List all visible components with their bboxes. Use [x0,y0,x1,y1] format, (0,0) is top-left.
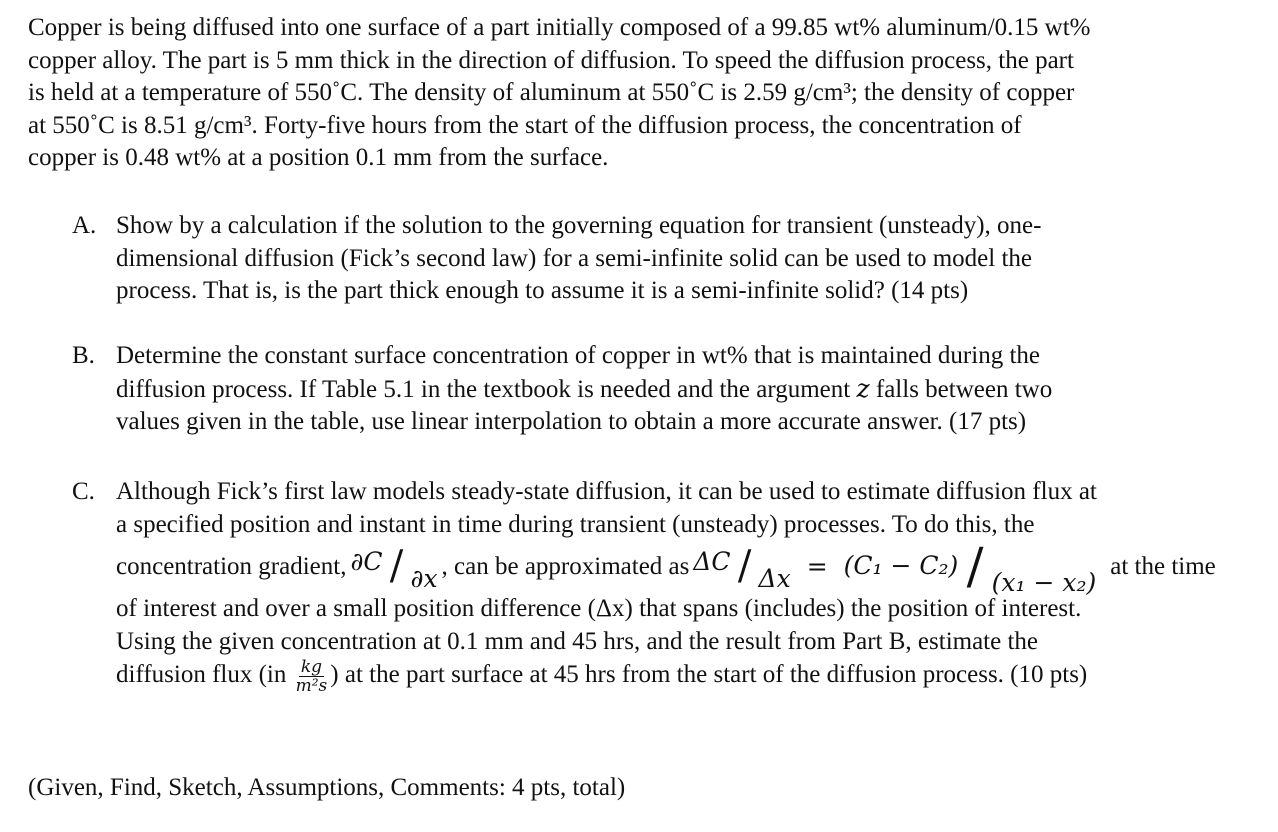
gradient-numerator: ∂C [350,546,383,576]
part-b-line2-start: diffusion process. If Table 5.1 in the textbook is needed and the argument [116,375,857,403]
intro-line: Copper is being diffused into one surface of a part initially composed of a 99.85 wt% aluminum/0.15 wt% [28,14,1091,41]
part-a-line: process. That is, is the part thick enough to assume it is a semi-infinite solid? (14 pts) [116,277,969,304]
part-c-line [116,658,1252,695]
part-c-line: Although Fick’s first law models steady-state diffusion, it can be used to estimate diffusion flux at [116,478,1097,505]
equals-sign: = [806,551,828,581]
part-c-line: of interest and over a small position difference (Δx) that spans (includes) the position of interest. [116,595,1082,622]
variable-z: z [856,373,870,403]
approx-fraction [693,542,791,593]
part-a-line: Show by a calculation if the solution to the governing equation for transient (unsteady), one- [116,212,1042,239]
intro-line: at 550˚C is 8.51 g/cm³. Forty-five hours from the start of the diffusion process, the concentration of [28,111,1022,139]
gradient-formula-line [116,537,1252,598]
gradient-mid-text: , can be approximated as [441,552,690,580]
gradient-denominator: ∂x [410,563,438,593]
part-a-line: dimensional diffusion (Fick’s second law) for a semi-infinite solid can be used to model the [116,244,1033,272]
part-b-line: values given in the table, use linear interpolation to obtain a more accurate answer. (17 pts) [116,408,1027,435]
part-b-line2-end: falls between two [869,375,1053,403]
unit-numerator: kg [300,657,323,677]
flux-unit-fraction [296,658,328,695]
part-a-text [116,210,1252,308]
fraction-slash: / [966,537,984,596]
gradient-tail-text: at the time [1110,552,1216,580]
part-c-line: a specified position and instant in time during transient (unsteady) processes. To do this, the [116,510,1035,538]
intro-line: copper alloy. The part is 5 mm thick in the direction of diffusion. To speed the diffusion process, the part [28,46,1074,74]
problem-statement [28,12,1258,175]
part-b [72,340,1252,439]
flux-tail-text: ) at the part surface at 45 hrs from the start of the diffusion process. (10 pts) [330,661,1088,689]
part-b-line: Determine the constant surface concentration of copper in wt% that is maintained during the [116,342,1040,369]
part-a-letter: A. [72,212,97,239]
gradient-fraction [350,542,438,593]
part-c-text [116,476,1252,695]
difference-numerator: (C₁ − C₂) [843,551,959,581]
difference-denominator: (x₁ − x₂) [991,568,1097,598]
part-a [72,210,1252,308]
intro-line: is held at a temperature of 550˚C. The density of aluminum at 550˚C is 2.59 g/cm³; the density of copper [28,79,1075,106]
fraction-slash: / [737,542,752,589]
part-c [72,476,1252,695]
approx-numerator: ΔC [693,546,731,576]
fraction-slash: / [389,542,404,589]
gradient-lead-text: concentration gradient, [116,552,347,580]
unit-denominator: m²s [295,676,328,696]
part-b-letter: B. [72,342,95,369]
part-b-text [116,340,1252,439]
part-c-letter: C. [72,478,95,505]
approx-denominator: Δx [758,563,791,593]
part-c-line: Using the given concentration at 0.1 mm and 45 hrs, and the result from Part B, estimate the [116,627,1039,655]
intro-line: copper is 0.48 wt% at a position 0.1 mm from the surface. [28,144,609,171]
difference-fraction [843,537,1097,598]
part-b-line [116,373,1252,407]
grading-note: (Given, Find, Sketch, Assumptions, Comments: 4 pts, total) [28,774,626,801]
flux-lead-text: diffusion flux (in [116,661,293,689]
